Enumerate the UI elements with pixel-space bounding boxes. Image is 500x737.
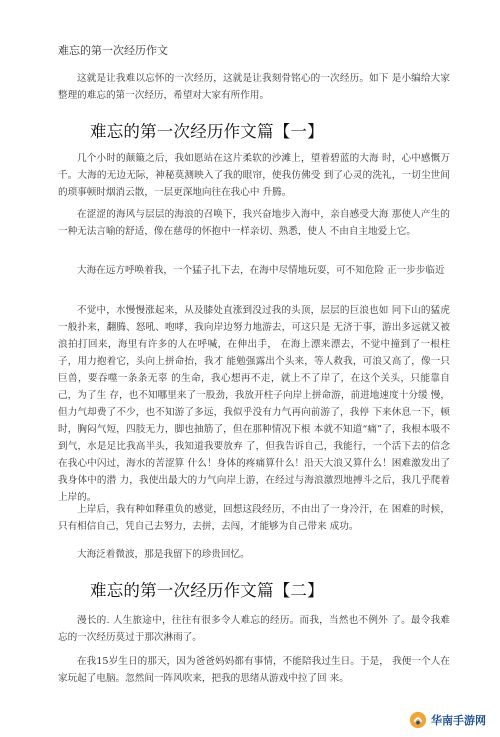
section1-paragraph-6: 大海泛着微波，那是我留下的珍贵回忆。 (77, 549, 250, 560)
section2-paragraph-2: 在我15岁生日的那天，因为爸爸妈妈都有事情，不能陪我过生日。于是， 我便一个人在家玩起了电脑。忽然间一阵风吹来，把我的思绪从游戏中拉了回 来。 (58, 656, 450, 684)
section2-paragraph-1: 漫长的. 人生旅途中，往往有很多令人难忘的经历。而我，当然也不例外 了。最令我难忘的一次经历莫过于那次淋雨了。 (58, 615, 450, 643)
watermark (409, 711, 486, 729)
section-heading-1: 难忘的第一次经历作文篇【一】 (90, 122, 324, 141)
section1-paragraph-4: 不觉中，水慢慢涨起来，从及膝处直涨到没过我的头顶，层层的巨浪也如 同下山的猛虎一般扑来，翻腾、怒吼、咆哮，我向岸边努力地游去，可这只是 无济于事，游出多远就又被浪拍打回来，海里有许多的人在呼喊，在伸出手， 在海上漂来漂去，不觉中撞到了一根柱子，用力抱着它，头向上拼命抬，我才 能勉强露出个头来，等人救我，可浪又高了，像一只巨兽，要吞噬一条条无辜 的生命，我心想再不走，就上不了岸了，在这个关头，只能靠自己，为了生 存，也不知哪里来了一股劲，我放开柱子向岸上拼命游，前进地速度十分缓 慢，但力气却费了不少，也不知游了多远，我似乎没有力气再向前游了，我停 下来休息一下，顿时，胸闷气短，四肢无力，脚也抽筋了，但在那种情况下根 本就不知道“痛”了，我根本吸不到气，水是足比我高半头，我知道我要放弃 了，但我告诉自己，我能行，一个活下去的信念在我心中闪过，海水的苦涩算 什么！身体的疼痛算什么！沿天大浪又算什么！困难激发出了我身体中的潜 力，我使出最大的力气向岸上游，在经过与海浪激烈地搏斗之后，我几乎爬着 上岸的。 (58, 305, 450, 503)
section1-paragraph-5: 上岸后，我有种如释重负的感觉，回想这段经历，不由出了一身冷汗，在 困难的时候，只有相信自己，凭自己去努力，去拼，去闯，才能够为自己带来 成功。 (58, 504, 450, 532)
intro-paragraph: 这就是让我难以忘怀的一次经历，这就是让我刻骨铭心的一次经历。如下 是小编给大家整理的难忘的第一次经历，希望对大家有所作用。 (58, 73, 450, 101)
section-heading-2: 难忘的第一次经历作文篇【二】 (90, 581, 324, 600)
section1-paragraph-1: 几个小时的颠簸之后，我如愿站在这片柔软的沙滩上，望着碧蓝的大海 时，心中感慨万千。大海的无边无际，神秘莫测映入了我的眼帘，使我仿佛受 到了心灵的洗礼，一切尘世间的琐事顿时烟消云散，一层更深地向往在我心中 升腾。 (58, 153, 450, 198)
watermark-text: 华南手游网 (431, 714, 486, 727)
watermark-logo-icon (409, 711, 427, 729)
section1-paragraph-2: 在涩涩的海风与层层的海浪的召唤下，我兴奋地步入海中，亲自感受大海 那使人产生的一种无法言喻的舒适，像在慈母的怀抱中一样亲切、熟悉，使人 不由自主地爱上它。 (58, 209, 450, 237)
document-title: 难忘的第一次经历作文 (58, 44, 168, 57)
section1-paragraph-3: 大海在远方呼唤着我，一个猛子扎下去，在海中尽情地玩耍，可不知危险 正一步步临近 (77, 265, 445, 276)
